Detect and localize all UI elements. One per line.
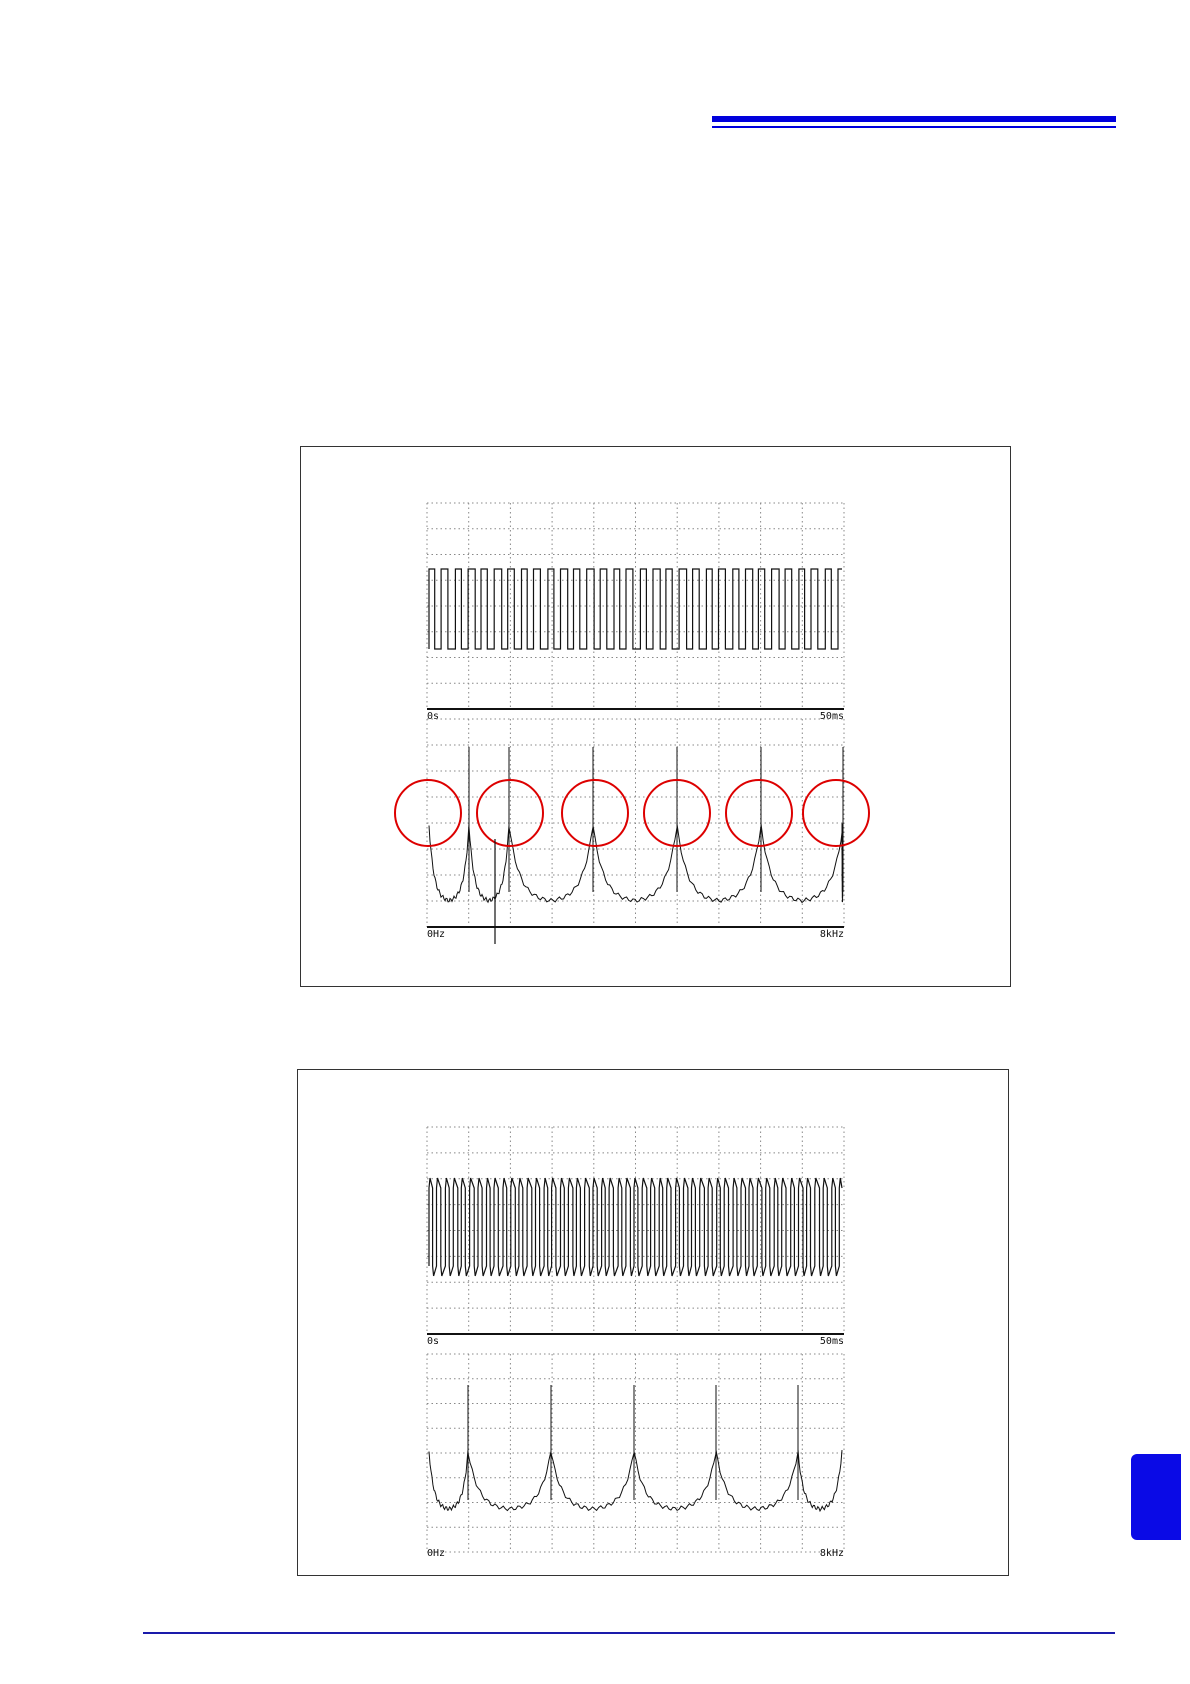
fig2-spectrum-grid <box>427 1354 844 1552</box>
fig1-highlight-circles <box>395 780 869 846</box>
fig2-time-x-end-label: 50ms <box>819 1336 844 1347</box>
header-accent-bar <box>712 116 1116 122</box>
header-accent-rule <box>712 126 1116 128</box>
fig1-highlight-circle <box>395 780 461 846</box>
fig1-highlight-circle <box>726 780 792 846</box>
fig1-time-x-start-label: 0s <box>427 711 440 722</box>
fig2-spectrum-x-start-label: 0Hz <box>427 1548 446 1559</box>
fig2-spectrum-x-end-label: 8kHz <box>819 1548 844 1559</box>
fig1-spectrum-grid <box>427 719 844 927</box>
figure-2-graphic <box>298 1070 1010 1577</box>
figure-1-graphic <box>301 447 1012 988</box>
footer-rule <box>143 1632 1115 1634</box>
fig2-spectrum-plot <box>427 1354 844 1559</box>
fig1-highlight-circle <box>803 780 869 846</box>
fig1-spectrum-trace <box>429 747 843 903</box>
fig2-time-plot <box>427 1127 844 1347</box>
fig1-spectrum-plot <box>427 719 844 940</box>
fig1-spectrum-x-end-label: 8kHz <box>819 929 844 940</box>
section-tab <box>1131 1454 1181 1540</box>
fig1-time-plot <box>427 503 844 722</box>
fig1-time-x-end-label: 50ms <box>819 711 844 722</box>
figure-1-frame <box>300 446 1011 987</box>
figure-2-frame <box>297 1069 1009 1576</box>
fig1-spectrum-x-start-label: 0Hz <box>427 929 446 940</box>
fig1-time-grid <box>427 503 844 709</box>
fig2-time-x-start-label: 0s <box>427 1336 440 1347</box>
